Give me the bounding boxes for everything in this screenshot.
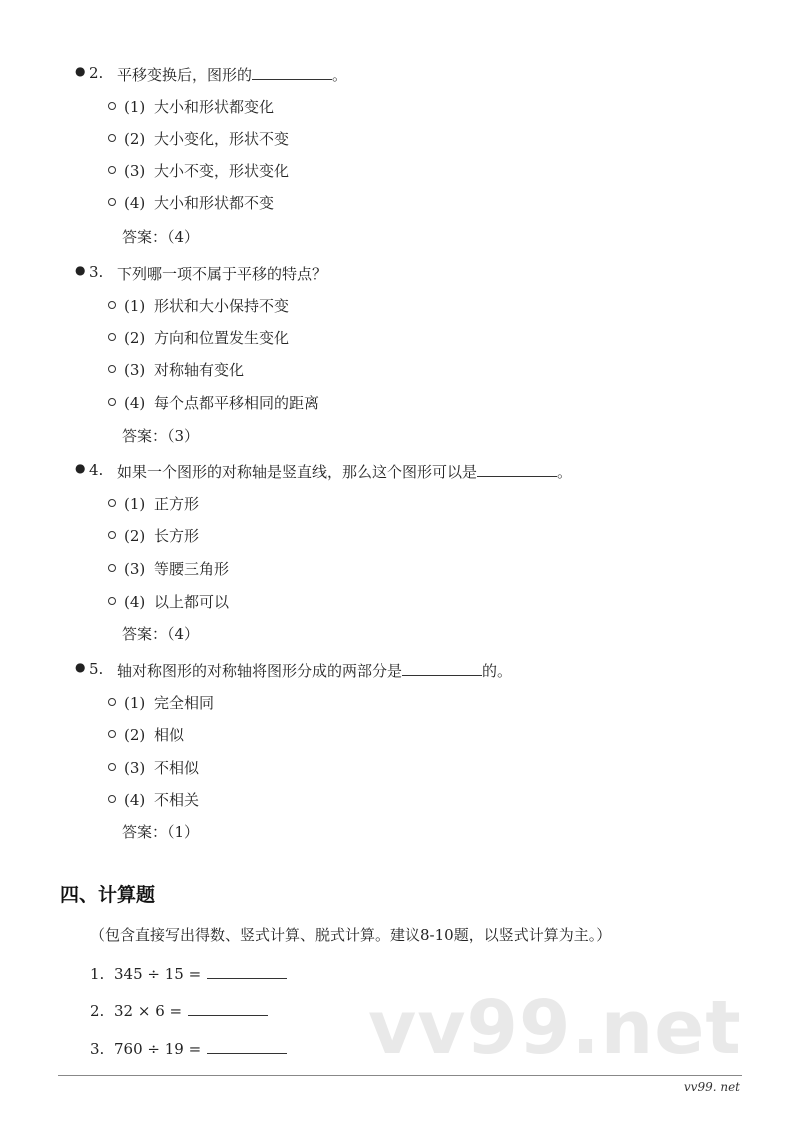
circle-bullet-icon bbox=[108, 102, 116, 110]
option: (2) 长方形 bbox=[108, 525, 199, 546]
question-number: 4. bbox=[89, 461, 104, 479]
option: (1) 正方形 bbox=[108, 493, 199, 514]
question-number: 5. bbox=[89, 660, 104, 678]
question-text: 平移变换后，图形的 。 bbox=[117, 66, 348, 84]
option: (4) 以上都可以 bbox=[108, 591, 229, 612]
circle-bullet-icon bbox=[108, 365, 116, 373]
circle-bullet-icon bbox=[108, 730, 116, 738]
circle-bullet-icon bbox=[108, 763, 116, 771]
bullet-icon: ● bbox=[75, 263, 86, 277]
option: (4) 大小和形状都不变 bbox=[108, 192, 274, 213]
answer-blank bbox=[477, 462, 557, 477]
question-text: 轴对称图形的对称轴将图形分成的两部分是 的。 bbox=[117, 662, 513, 680]
circle-bullet-icon bbox=[108, 301, 116, 309]
circle-bullet-icon bbox=[108, 531, 116, 539]
circle-bullet-icon bbox=[108, 499, 116, 507]
answer-blank bbox=[188, 1001, 268, 1016]
circle-bullet-icon bbox=[108, 398, 116, 406]
option: (1) 大小和形状都变化 bbox=[108, 96, 274, 117]
circle-bullet-icon bbox=[108, 134, 116, 142]
circle-bullet-icon bbox=[108, 795, 116, 803]
bullet-icon: ● bbox=[75, 64, 86, 78]
section-note: （包含直接写出得数、竖式计算、脱式计算。建议8-10题，以竖式计算为主。） bbox=[90, 926, 612, 944]
circle-bullet-icon bbox=[108, 198, 116, 206]
section-heading: 四、计算题 bbox=[60, 884, 156, 906]
question-number: 3. bbox=[89, 263, 104, 281]
answer-text: 答案：（3） bbox=[122, 427, 200, 445]
calc-item: 3. 760 ÷ 19 = bbox=[90, 1039, 287, 1058]
circle-bullet-icon bbox=[108, 333, 116, 341]
answer-blank bbox=[402, 661, 482, 676]
option: (1) 形状和大小保持不变 bbox=[108, 295, 289, 316]
question-text: 如果一个图形的对称轴是竖直线，那么这个图形可以是 。 bbox=[117, 463, 573, 481]
calc-item: 2. 32 × 6 = bbox=[90, 1001, 268, 1020]
watermark: vv99.net bbox=[368, 985, 742, 1071]
circle-bullet-icon bbox=[108, 597, 116, 605]
bullet-icon: ● bbox=[75, 461, 86, 475]
option: (3) 大小不变，形状变化 bbox=[108, 160, 289, 181]
answer-text: 答案：（4） bbox=[122, 625, 200, 643]
circle-bullet-icon bbox=[108, 166, 116, 174]
option: (3) 不相似 bbox=[108, 757, 199, 778]
footer-text: vv99. net bbox=[683, 1080, 740, 1094]
answer-text: 答案：（4） bbox=[122, 228, 200, 246]
option: (1) 完全相同 bbox=[108, 692, 214, 713]
bullet-icon: ● bbox=[75, 660, 86, 674]
circle-bullet-icon bbox=[108, 564, 116, 572]
answer-text: 答案：（1） bbox=[122, 823, 200, 841]
answer-blank bbox=[207, 1039, 287, 1054]
calc-item: 1. 345 ÷ 15 = bbox=[90, 964, 287, 983]
option: (4) 不相关 bbox=[108, 789, 199, 810]
option: (3) 等腰三角形 bbox=[108, 558, 229, 579]
option: (2) 方向和位置发生变化 bbox=[108, 327, 289, 348]
answer-blank bbox=[207, 964, 287, 979]
option: (3) 对称轴有变化 bbox=[108, 359, 244, 380]
circle-bullet-icon bbox=[108, 698, 116, 706]
option: (2) 大小变化，形状不变 bbox=[108, 128, 289, 149]
question-text: 下列哪一项不属于平移的特点？ bbox=[117, 265, 328, 283]
footer-divider bbox=[58, 1075, 742, 1076]
option: (2) 相似 bbox=[108, 724, 184, 745]
answer-blank bbox=[252, 65, 332, 80]
question-number: 2. bbox=[89, 64, 104, 82]
option: (4) 每个点都平移相同的距离 bbox=[108, 392, 319, 413]
